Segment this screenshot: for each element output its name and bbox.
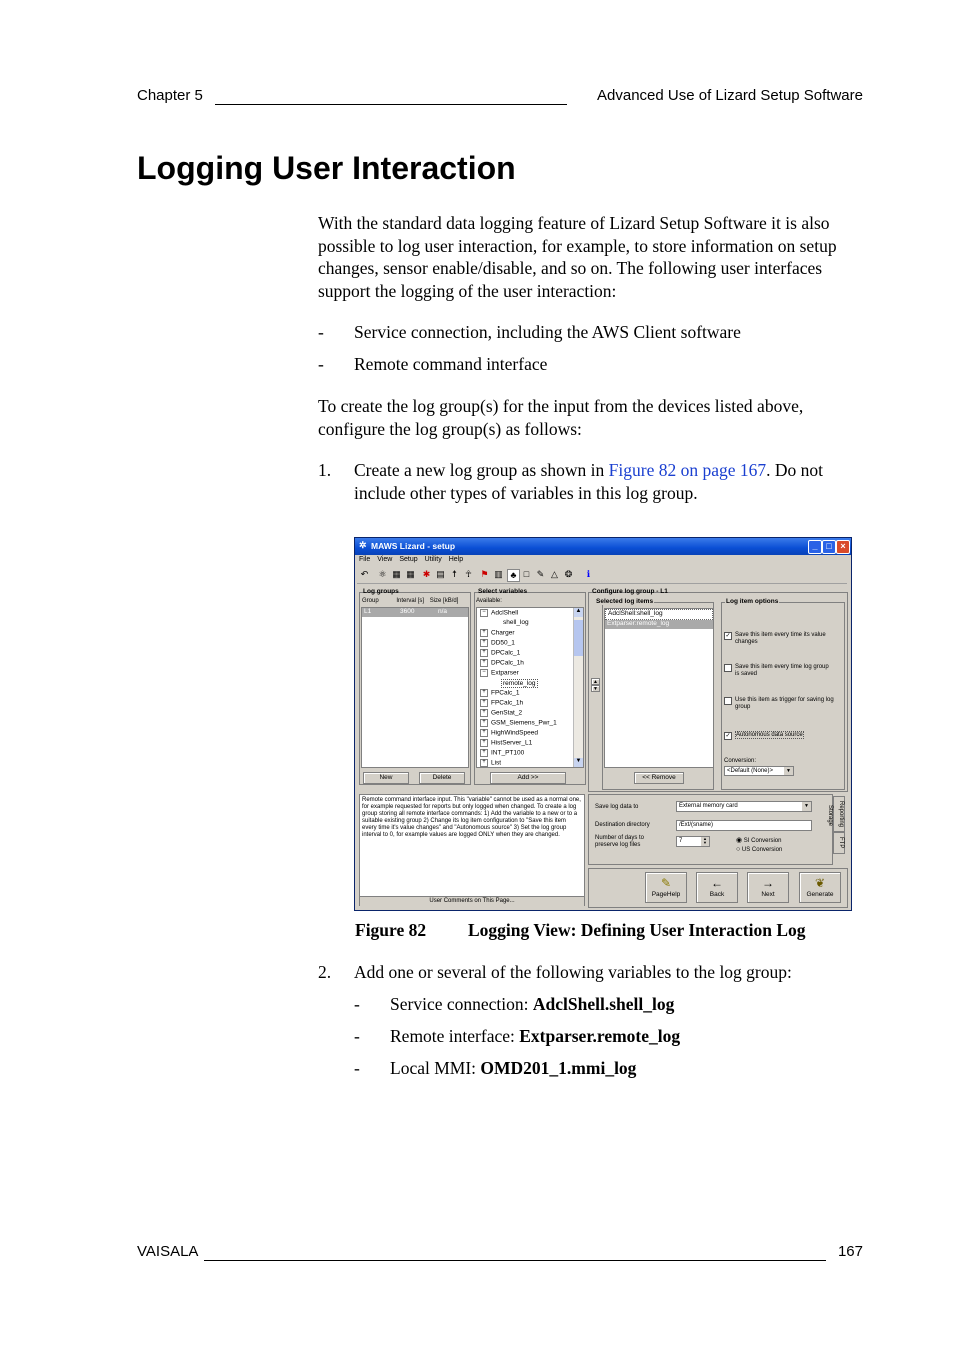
user-comments-link[interactable]: User Comments on This Page... bbox=[360, 896, 584, 906]
figure-label: Figure 82 bbox=[355, 920, 427, 940]
variable-value: AdclShell.shell_log bbox=[532, 994, 675, 1014]
tree-item-label: HistServer_L1 bbox=[491, 739, 533, 747]
interface-item-text: Service connection, including the AWS Client software bbox=[354, 322, 741, 342]
table-cell: n/a bbox=[438, 608, 448, 615]
tree-item[interactable] bbox=[503, 619, 529, 626]
table-cell: 3600 bbox=[400, 608, 415, 615]
intro-paragraph: With the standard data logging feature of Lizard Setup Software it is also possible to log user interaction, for example, to store information on setup changes, sensor enable/disable, and so on. The following user interfaces support the logging of the user interaction: bbox=[318, 213, 837, 301]
button-label: Back bbox=[709, 891, 725, 898]
window-titlebar bbox=[355, 538, 851, 555]
tree-item-label: HighWindSpeed bbox=[491, 729, 538, 737]
option-label: Save this item every time its value changes bbox=[735, 632, 826, 645]
footer-rule bbox=[204, 1260, 826, 1261]
comment-box[interactable] bbox=[359, 794, 585, 906]
log-groups-header bbox=[362, 598, 458, 604]
tree-item[interactable]: + FPCalc_1 bbox=[480, 689, 520, 697]
scroll-down-icon[interactable]: ▼ bbox=[574, 758, 583, 767]
selected-items-title: Selected log items bbox=[596, 598, 654, 605]
menu-file[interactable]: File bbox=[359, 556, 371, 563]
scroll-up-icon[interactable]: ▲ bbox=[574, 608, 583, 617]
button-label: PageHelp bbox=[651, 891, 681, 898]
tree-item-label: GSM_Siemens_Pwr_1 bbox=[491, 719, 557, 727]
page-icon[interactable]: □ bbox=[523, 569, 530, 579]
footer-company: VAISALA bbox=[137, 1243, 199, 1260]
log-groups-title: Log groups bbox=[363, 588, 399, 595]
button-label: Generate bbox=[806, 891, 834, 898]
option-trigger[interactable] bbox=[724, 697, 834, 711]
checkbox-icon[interactable] bbox=[724, 664, 732, 672]
save-log-select[interactable] bbox=[676, 801, 812, 812]
tree-item-label: FPCalc_1 bbox=[491, 689, 520, 697]
tree-item-label: INT_PT100 bbox=[491, 749, 525, 757]
grid-icon[interactable]: ▤ bbox=[436, 569, 445, 579]
column-header: Size [kB/d] bbox=[429, 598, 459, 604]
tree-item[interactable]: + GenStat_2 bbox=[480, 709, 522, 717]
tree-item-label: shell_log bbox=[503, 619, 529, 626]
option-save-on-change[interactable] bbox=[724, 632, 834, 646]
interface-item: - Remote command interface bbox=[318, 354, 548, 374]
undo-icon[interactable]: ↶ bbox=[360, 569, 369, 579]
section-label: Advanced Use of Lizard Setup Software bbox=[597, 87, 863, 104]
tree-item[interactable]: + Charger bbox=[480, 629, 514, 637]
stepper-arrows-icon[interactable]: ▲ ▼ bbox=[701, 837, 709, 846]
tree-item-label: Charger bbox=[491, 629, 515, 637]
tree-item[interactable]: + INT_PT100 bbox=[480, 749, 524, 757]
days-stepper[interactable] bbox=[676, 836, 710, 847]
sensor-icon[interactable]: ✱ bbox=[422, 569, 431, 579]
list-item[interactable]: AdclShell:shell_log bbox=[605, 609, 713, 620]
move-down-icon[interactable]: ▼ bbox=[591, 685, 600, 692]
info-icon[interactable]: ℹ bbox=[586, 569, 591, 579]
interface-item: - Service connection, including the AWS Client software bbox=[318, 322, 741, 342]
days-label: Number of days to preserve log files bbox=[595, 835, 645, 848]
tree-item-label: remote_log bbox=[503, 680, 536, 687]
move-up-icon[interactable]: ▲ bbox=[591, 678, 600, 685]
log-item-options-title: Log item options bbox=[726, 598, 779, 605]
tree-item-label: AdclShell bbox=[491, 609, 519, 617]
generate-icon: ❦ bbox=[814, 876, 826, 890]
save-log-value: External memory card bbox=[679, 803, 738, 809]
chapter-label: Chapter 5 bbox=[137, 87, 203, 104]
step-1 bbox=[318, 459, 863, 504]
column-header: Interval [s] bbox=[396, 598, 425, 604]
conversion-label: Conversion: bbox=[724, 758, 757, 764]
table-row[interactable] bbox=[362, 608, 468, 617]
tree-item[interactable]: + FPCalc_1h bbox=[480, 699, 523, 707]
tree-item[interactable]: + List bbox=[480, 759, 501, 767]
calc-icon[interactable]: ☥ bbox=[465, 569, 472, 579]
device-icon[interactable]: ▦ bbox=[406, 569, 415, 579]
menu-view[interactable]: View bbox=[377, 556, 393, 563]
add-button[interactable]: Add >> bbox=[490, 772, 566, 784]
tree-item-label: DPCalc_1h bbox=[491, 659, 524, 667]
create-paragraph: To create the log group(s) for the input from the devices listed above, configure the log group(s) as follows: bbox=[318, 396, 804, 439]
save-log-label: Save log data to bbox=[595, 804, 639, 810]
table-cell: L1 bbox=[364, 608, 372, 615]
arrow-right-icon: → bbox=[762, 876, 774, 890]
selected-items-list[interactable] bbox=[604, 608, 714, 768]
menu-utility[interactable]: Utility bbox=[424, 556, 442, 563]
select-variables-title: Select variables bbox=[478, 588, 528, 595]
device-icon[interactable]: ▦ bbox=[392, 569, 401, 579]
radio-label: US Conversion bbox=[741, 847, 783, 853]
radio-icon[interactable]: ○ bbox=[736, 846, 741, 853]
step-2 bbox=[318, 961, 863, 984]
tree-item[interactable]: + DD50_1 bbox=[480, 639, 515, 647]
available-label: Available: bbox=[476, 598, 502, 604]
logging-icon[interactable]: ♣ bbox=[507, 569, 520, 582]
page-number: 167 bbox=[837, 1243, 863, 1260]
conversion-select[interactable] bbox=[724, 766, 794, 776]
chevron-down-icon[interactable]: ▼ bbox=[802, 802, 811, 811]
tree-item[interactable]: + DPCalc_1 bbox=[480, 649, 520, 657]
figure-caption-text: Logging View: Defining User Interaction Log bbox=[468, 920, 806, 940]
tree-item-label: DD50_1 bbox=[491, 639, 515, 647]
checkbox-checked-icon[interactable]: ✓ bbox=[725, 633, 731, 639]
option-autonomous[interactable] bbox=[724, 732, 834, 740]
destination-label: Destination directory bbox=[595, 822, 650, 828]
next-button[interactable] bbox=[747, 872, 789, 903]
flag-icon[interactable]: ⚑ bbox=[480, 569, 489, 579]
menu-bar bbox=[359, 556, 470, 566]
tree-item[interactable]: + DPCalc_1h bbox=[480, 659, 524, 667]
radio-selected-icon[interactable]: ◉ bbox=[736, 837, 743, 844]
tree-item[interactable]: − Extparser bbox=[480, 669, 519, 677]
variable-label: Local MMI: bbox=[390, 1058, 481, 1078]
comment-text: Remote command interface input. This "variable" cannot be used as a normal one, for example requested for reports but only logged when changed. To create a log group storing all remote interface commands: 1) Add the variable to a new or to a suitable existing group 2) Change its log item configuration to "Save this item every time it's value changes" and "Autonomous source" 3) Set the log group interval to 0, for example values are logged ONLY when they are changed. bbox=[362, 797, 581, 838]
radio-label: SI Conversion bbox=[743, 838, 782, 844]
button-label: Next bbox=[761, 891, 775, 898]
option-label: Use this item as trigger for saving log group bbox=[735, 697, 834, 710]
tree-item-label: FPCalc_1h bbox=[491, 699, 524, 707]
close-icon[interactable]: × bbox=[836, 540, 850, 554]
tree-item-label: Extparser bbox=[491, 669, 519, 677]
chevron-down-icon[interactable]: ▼ bbox=[784, 767, 793, 775]
variable-label: Remote interface: bbox=[390, 1026, 520, 1046]
tree-item[interactable]: + GSM_Siemens_Pwr_1 bbox=[480, 719, 557, 727]
list-item-selected[interactable]: Extparser:remote_log bbox=[605, 620, 713, 629]
app-icon: ✲ bbox=[359, 540, 367, 550]
generate-button[interactable] bbox=[799, 872, 841, 903]
variable-item: - Service connection: AdclShell.shell_log bbox=[354, 994, 675, 1014]
tree-item[interactable]: + HighWindSpeed bbox=[480, 729, 538, 737]
new-button[interactable]: New bbox=[363, 772, 409, 784]
tree-item-selected[interactable] bbox=[501, 679, 538, 688]
back-button[interactable] bbox=[696, 872, 738, 903]
help-icon: ✎ bbox=[660, 876, 672, 890]
settings-icon[interactable]: ❂ bbox=[564, 569, 573, 579]
variable-item: - Remote interface: Extparser.remote_log bbox=[354, 1026, 681, 1046]
option-label: Save this item every time log group is saved bbox=[735, 664, 829, 677]
tree-item-label: DPCalc_1 bbox=[491, 649, 521, 657]
maximize-icon[interactable]: □ bbox=[822, 540, 836, 554]
tree-item-label: GenStat_2 bbox=[491, 709, 523, 717]
destination-input[interactable]: /Ext/(sname) bbox=[676, 820, 812, 831]
variable-value: OMD201_1.mmi_log bbox=[480, 1058, 637, 1078]
step-text: . Do not include other types of variables in this log group. bbox=[354, 460, 824, 503]
log-icon[interactable]: ▥ bbox=[494, 569, 503, 579]
tab-reporting[interactable]: Reporting bbox=[833, 796, 845, 832]
variable-label: Service connection: bbox=[390, 994, 533, 1014]
step-text: Create a new log group as shown in bbox=[354, 460, 609, 480]
delete-button[interactable]: Delete bbox=[419, 772, 465, 784]
option-label: Autonomous data source bbox=[736, 732, 803, 738]
window-title: MAWS Lizard - setup bbox=[371, 541, 456, 551]
header-rule bbox=[215, 104, 567, 105]
variable-value: Extparser.remote_log bbox=[519, 1026, 681, 1046]
checkbox-checked-icon[interactable]: ✓ bbox=[725, 733, 731, 739]
menu-setup[interactable]: Setup bbox=[399, 556, 418, 563]
scrollbar[interactable] bbox=[573, 608, 583, 767]
edit-icon[interactable]: ✎ bbox=[536, 569, 545, 579]
page-title: Logging User Interaction bbox=[137, 150, 516, 186]
minimize-icon[interactable]: _ bbox=[808, 540, 822, 554]
column-header: Group bbox=[362, 598, 379, 604]
arrow-left-icon: ← bbox=[711, 876, 723, 890]
step-text: Add one or several of the following variables to the log group: bbox=[354, 962, 792, 982]
us-conversion-radio[interactable] bbox=[736, 846, 782, 853]
run-icon[interactable]: ☨ bbox=[452, 569, 457, 579]
toolbar bbox=[357, 567, 847, 584]
option-save-with-group[interactable] bbox=[724, 664, 834, 678]
tab-storage[interactable]: Storage bbox=[827, 805, 833, 827]
si-conversion-radio[interactable] bbox=[736, 836, 781, 844]
figure-link[interactable]: Figure 82 on page 167 bbox=[608, 460, 767, 480]
checkbox-icon[interactable] bbox=[724, 697, 732, 705]
alarm-icon[interactable]: △ bbox=[551, 569, 558, 579]
interface-item-text: Remote command interface bbox=[354, 354, 548, 374]
app-window bbox=[354, 537, 852, 911]
menu-help[interactable]: Help bbox=[448, 556, 464, 563]
variables-tree[interactable] bbox=[476, 607, 584, 768]
step-number: 1. bbox=[318, 460, 332, 480]
remove-button[interactable]: << Remove bbox=[634, 772, 684, 784]
configure-title: Configure log group - L1 bbox=[592, 588, 668, 595]
tab-ftp[interactable]: FTP bbox=[833, 832, 845, 854]
step-number: 2. bbox=[318, 962, 332, 982]
network-icon[interactable]: ⚛ bbox=[378, 569, 387, 579]
variable-item: - Local MMI: OMD201_1.mmi_log bbox=[354, 1058, 637, 1078]
pagehelp-button[interactable] bbox=[645, 872, 687, 903]
tree-item-label: List bbox=[491, 759, 502, 767]
log-groups-list[interactable] bbox=[361, 607, 469, 768]
scroll-thumb[interactable] bbox=[574, 620, 583, 656]
tree-item[interactable]: + HistServer_L1 bbox=[480, 739, 532, 747]
tree-item[interactable]: − AdclShell bbox=[480, 609, 518, 617]
conversion-value: <Default (None)> bbox=[727, 768, 774, 774]
days-value: 7 bbox=[679, 838, 683, 844]
